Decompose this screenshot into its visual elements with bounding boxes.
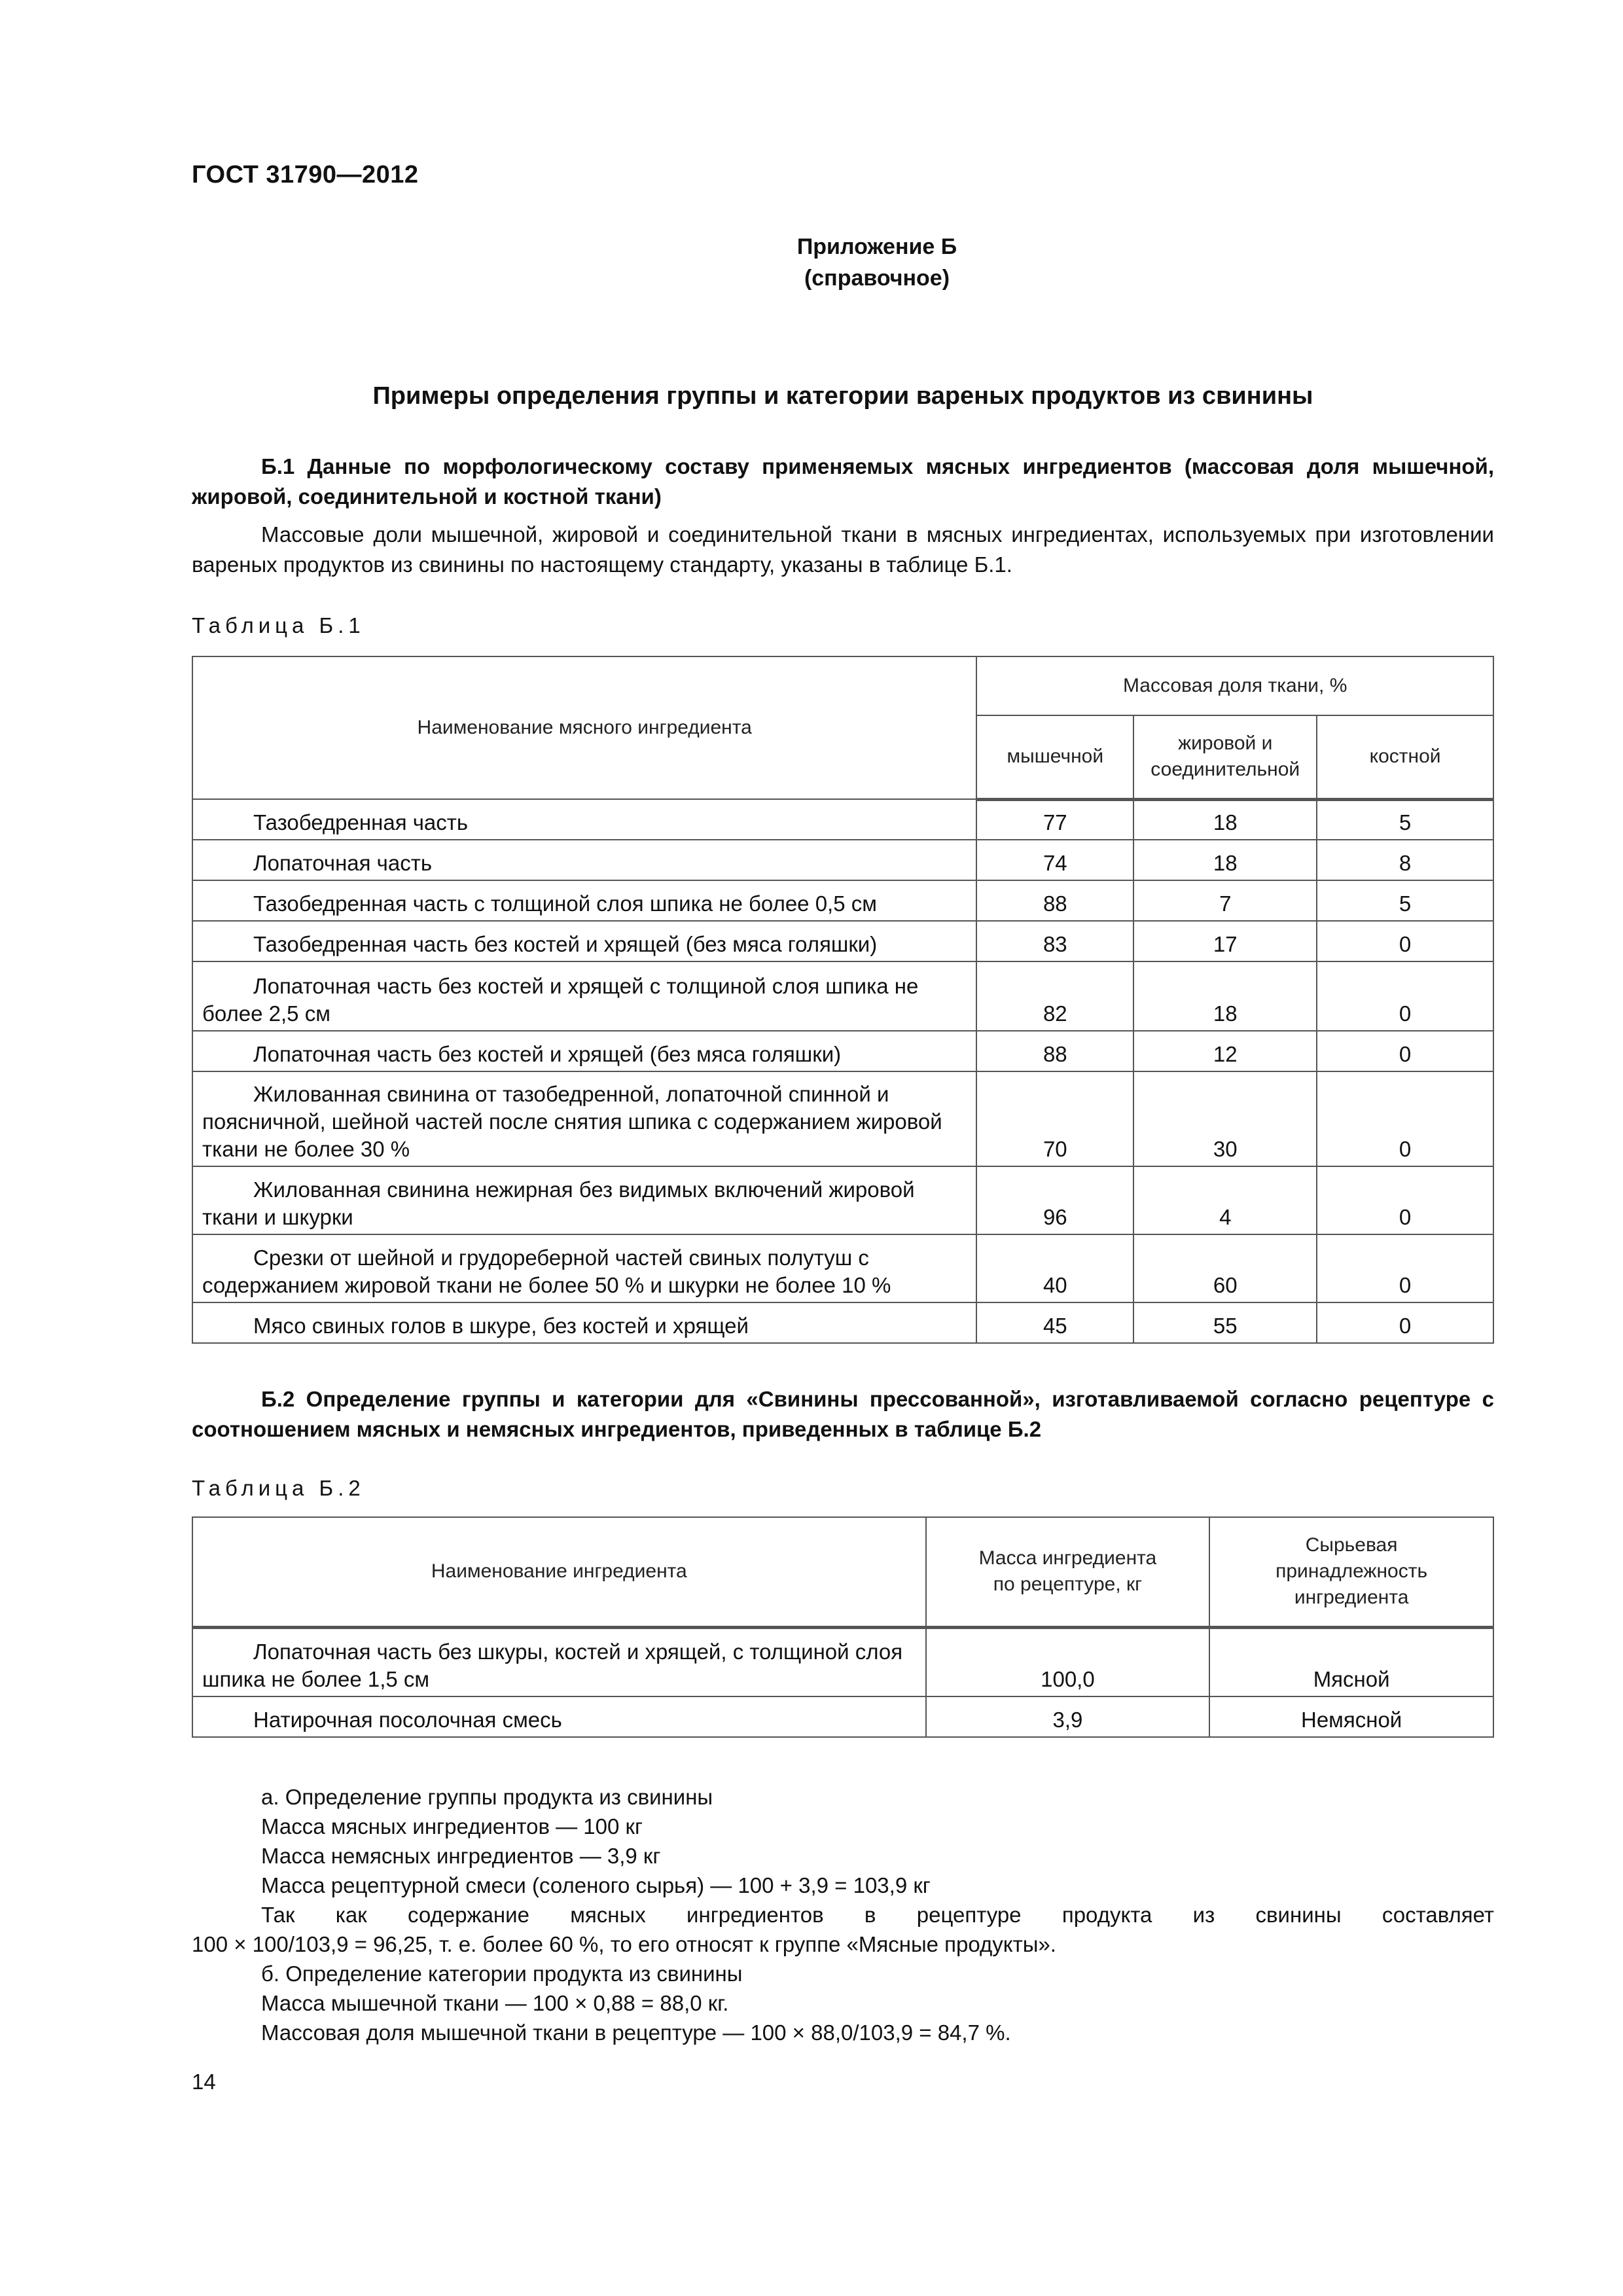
table-row xyxy=(192,1302,1493,1343)
table1-cell-name: Жилованная свинина от тазобедренной, лопаточной спинной и поясничной, шейной частей после снятия шпика с содержанием жировой ткани не более 30 % xyxy=(192,1071,976,1166)
section-b2-heading: Б.2 Определение группы и категории для «Свинины прессованной», изготавливаемой согласно рецептуре с соотношением мясных и немясных ингредиентов, приведенных в таблице Б.2 xyxy=(192,1387,1494,1441)
calc-a-mix: Масса рецептурной смеси (соленого сырья) — 100 + 3,9 = 103,9 кг xyxy=(261,1873,931,1897)
table1-cell-bone: 0 xyxy=(1317,961,1493,1031)
table1-cell-bone: 8 xyxy=(1317,840,1493,880)
table-b2 xyxy=(192,1516,1494,1738)
calc-b-muscle: Масса мышечной ткани — 100 × 0,88 = 88,0 кг. xyxy=(261,1991,729,2015)
table1-cell-name: Мясо свиных голов в шкуре, без костей и хрящей xyxy=(192,1302,976,1343)
table1-cell-muscle: 45 xyxy=(976,1302,1133,1343)
table-row xyxy=(192,1166,1493,1234)
table1-cell-bone: 0 xyxy=(1317,1031,1493,1071)
table2-cell-name: Лопаточная часть без шкуры, костей и хрящей, с толщиной слоя шпика не более 1,5 см xyxy=(192,1627,926,1696)
table1-header-name: Наименование мясного ингредиента xyxy=(192,656,976,799)
table2-cell-type: Немясной xyxy=(1209,1696,1493,1737)
table1-header-muscle: мышечной xyxy=(976,715,1133,799)
table2-header-type: Сырьевая принадлежность ингредиента xyxy=(1209,1517,1493,1627)
table-row xyxy=(192,961,1493,1031)
document-code-header: ГОСТ 31790—2012 xyxy=(192,161,419,188)
table2-cell-mass: 100,0 xyxy=(926,1627,1210,1696)
calculations-block xyxy=(192,1782,1494,2047)
table1-cell-name: Лопаточная часть без костей и хрящей (без мяса голяшки) xyxy=(192,1031,976,1071)
table1-cell-name: Тазобедренная часть с толщиной слоя шпика не более 0,5 см xyxy=(192,880,976,921)
table1-caption: Таблица Б.1 xyxy=(192,613,365,637)
table1-cell-fat: 7 xyxy=(1133,880,1317,921)
table1-cell-fat: 4 xyxy=(1133,1166,1317,1234)
table-row xyxy=(192,1031,1493,1071)
table-row xyxy=(192,1627,1493,1696)
table2-header-mass: Масса ингредиента по рецептуре, кг xyxy=(926,1517,1210,1627)
table1-cell-fat: 18 xyxy=(1133,840,1317,880)
table1-cell-muscle: 83 xyxy=(976,921,1133,961)
appendix-title: Приложение Б xyxy=(796,234,957,259)
table1-cell-bone: 5 xyxy=(1317,799,1493,840)
table1-cell-name: Тазобедренная часть xyxy=(192,799,976,840)
table1-cell-name: Тазобедренная часть без костей и хрящей (без мяса голяшки) xyxy=(192,921,976,961)
page-number: 14 xyxy=(192,2070,216,2094)
table1-cell-muscle: 70 xyxy=(976,1071,1133,1166)
table1-cell-fat: 17 xyxy=(1133,921,1317,961)
table1-cell-bone: 0 xyxy=(1317,1071,1493,1166)
appendix-heading: Примеры определения группы и категории вареных продуктов из свинины xyxy=(372,382,1313,410)
table1-cell-fat: 18 xyxy=(1133,961,1317,1031)
table1-cell-muscle: 82 xyxy=(976,961,1133,1031)
table-row xyxy=(192,1071,1493,1166)
appendix-subtitle: (справочное) xyxy=(804,266,950,291)
table1-cell-muscle: 77 xyxy=(976,799,1133,840)
table1-cell-muscle: 96 xyxy=(976,1166,1133,1234)
table1-cell-bone: 0 xyxy=(1317,1302,1493,1343)
table2-caption: Таблица Б.2 xyxy=(192,1476,365,1500)
calc-a-nonmeat: Масса немясных ингредиентов — 3,9 кг xyxy=(261,1844,661,1868)
table1-cell-name: Лопаточная часть xyxy=(192,840,976,880)
table1-cell-muscle: 88 xyxy=(976,1031,1133,1071)
table1-cell-fat: 12 xyxy=(1133,1031,1317,1071)
table1-header-bone: костной xyxy=(1317,715,1493,799)
calc-a-conclusion-line2: 100 × 100/103,9 = 96,25, т. е. более 60 %, то его относят к группе «Мясные продукты». xyxy=(192,1932,1056,1956)
section-b1-heading: Б.1 Данные по морфологическому составу применяемых мясных ингредиентов (массовая доля мышечной, жировой, соединительной и костной ткани) xyxy=(192,454,1494,509)
table1-header-fat: жировой и соединительной xyxy=(1133,715,1317,799)
table2-cell-name: Натирочная посолочная смесь xyxy=(192,1696,926,1737)
table1-cell-bone: 0 xyxy=(1317,1234,1493,1302)
table1-cell-muscle: 74 xyxy=(976,840,1133,880)
calc-a-title: а. Определение группы продукта из свинины xyxy=(261,1785,713,1809)
table2-header-name: Наименование ингредиента xyxy=(192,1517,926,1627)
table-row xyxy=(192,921,1493,961)
table-b1 xyxy=(192,656,1494,1344)
table1-cell-fat: 18 xyxy=(1133,799,1317,840)
calc-a-meat: Масса мясных ингредиентов — 100 кг xyxy=(261,1814,643,1839)
table1-cell-fat: 30 xyxy=(1133,1071,1317,1166)
table1-cell-name: Лопаточная часть без костей и хрящей с толщиной слоя шпика не более 2,5 см xyxy=(192,961,976,1031)
table1-cell-muscle: 40 xyxy=(976,1234,1133,1302)
table1-cell-name: Жилованная свинина нежирная без видимых включений жировой ткани и шкурки xyxy=(192,1166,976,1234)
table-row xyxy=(192,1234,1493,1302)
table1-cell-fat: 55 xyxy=(1133,1302,1317,1343)
table1-header-group: Массовая доля ткани, % xyxy=(976,656,1493,715)
table1-cell-bone: 5 xyxy=(1317,880,1493,921)
table-row xyxy=(192,840,1493,880)
table1-cell-name: Срезки от шейной и грудореберной частей свиных полутуш с содержанием жировой ткани не более 50 % и шкурки не более 10 % xyxy=(192,1234,976,1302)
table1-cell-bone: 0 xyxy=(1317,1166,1493,1234)
table2-cell-type: Мясной xyxy=(1209,1627,1493,1696)
table2-cell-mass: 3,9 xyxy=(926,1696,1210,1737)
table1-cell-bone: 0 xyxy=(1317,921,1493,961)
table-row xyxy=(192,880,1493,921)
calc-b-title: б. Определение категории продукта из свинины xyxy=(261,1962,743,1986)
calc-a-conclusion-line1: Так как содержание мясных ингредиентов в рецептуре продукта из свинины составляет xyxy=(261,1903,1494,1927)
table-row xyxy=(192,799,1493,840)
table1-cell-fat: 60 xyxy=(1133,1234,1317,1302)
calc-b-share: Массовая доля мышечной ткани в рецептуре — 100 × 88,0/103,9 = 84,7 %. xyxy=(261,2020,1011,2045)
table1-cell-muscle: 88 xyxy=(976,880,1133,921)
section-b1-paragraph: Массовые доли мышечной, жировой и соединительной ткани в мясных ингредиентах, используемых при изготовлении вареных продуктов из свинины по настоящему стандарту, указаны в таблице Б.1. xyxy=(192,522,1494,577)
table-row xyxy=(192,1696,1493,1737)
